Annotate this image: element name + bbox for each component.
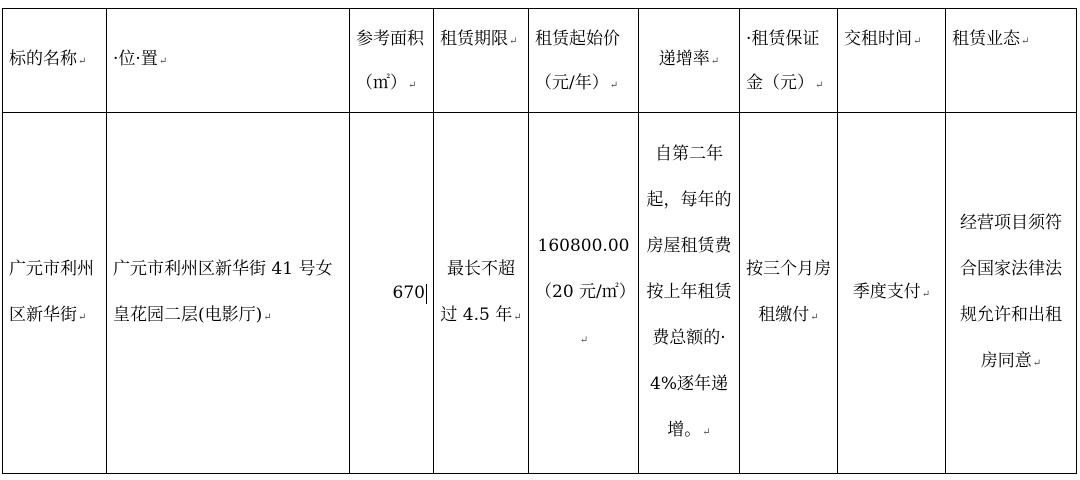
paragraph-mark-icon: ↵ [921,288,931,300]
lease-info-table [2,8,1077,474]
paragraph-mark-icon: ↵ [710,56,720,67]
paragraph-mark-icon: ↵ [579,334,589,346]
cell-area[interactable]: 670 [350,113,434,474]
cell-start-price: 160800.00（20 元/㎡）↵ [529,113,639,474]
paragraph-mark-icon: ↵ [78,56,87,67]
cell-location: 广元市利州区新华街 41 号女皇花园二层(电影厅)↵ [107,113,350,474]
paragraph-mark-icon: ↵ [810,311,819,323]
cell-deposit: 按三个月房租缴付↵ [740,113,838,474]
paragraph-mark-icon: ↵ [78,311,87,323]
header-area: 参考面积（㎡）↵ [350,9,434,113]
paragraph-mark-icon: ↵ [1021,36,1030,47]
text-cursor-icon [426,284,427,304]
cell-increase-rate: 自第二年起，每年的房屋租赁费按上年租赁费总额的· 4%逐年递增。↵ [639,113,740,474]
header-increase-rate: 递增率↵ [639,9,740,113]
cell-business: 经营项目须符合国家法律法规允许和出租房同意↵ [946,113,1077,474]
header-term: 租赁期限↵ [434,9,529,113]
paragraph-mark-icon: ↵ [509,36,518,47]
table-row [3,113,1077,474]
header-payment-time: 交租时间↵ [838,9,946,113]
header-name: 标的名称↵ [3,9,107,113]
paragraph-mark-icon: ↵ [702,426,711,438]
paragraph-mark-icon: ↵ [913,36,922,47]
header-location: ·位·置↵ [107,9,350,113]
paragraph-mark-icon: ↵ [158,56,168,67]
cell-term: 最长不超过 4.5 年↵ [434,113,529,474]
cell-name: 广元市利州区新华街↵ [3,113,107,474]
paragraph-mark-icon: ↵ [408,80,417,91]
header-start-price: 租赁起始价（元/年）↵ [529,9,639,113]
paragraph-mark-icon: ↵ [513,311,522,323]
cell-payment-time: 季度支付↵ [838,113,946,474]
paragraph-mark-icon: ↵ [263,311,272,323]
paragraph-mark-icon: ↵ [1032,357,1042,369]
paragraph-mark-icon: ↵ [609,80,619,91]
header-row [3,9,1077,113]
header-deposit: ·租赁保证金（元）↵ [740,9,838,113]
header-business: 租赁业态↵ [946,9,1077,113]
paragraph-mark-icon: ↵ [815,80,824,91]
